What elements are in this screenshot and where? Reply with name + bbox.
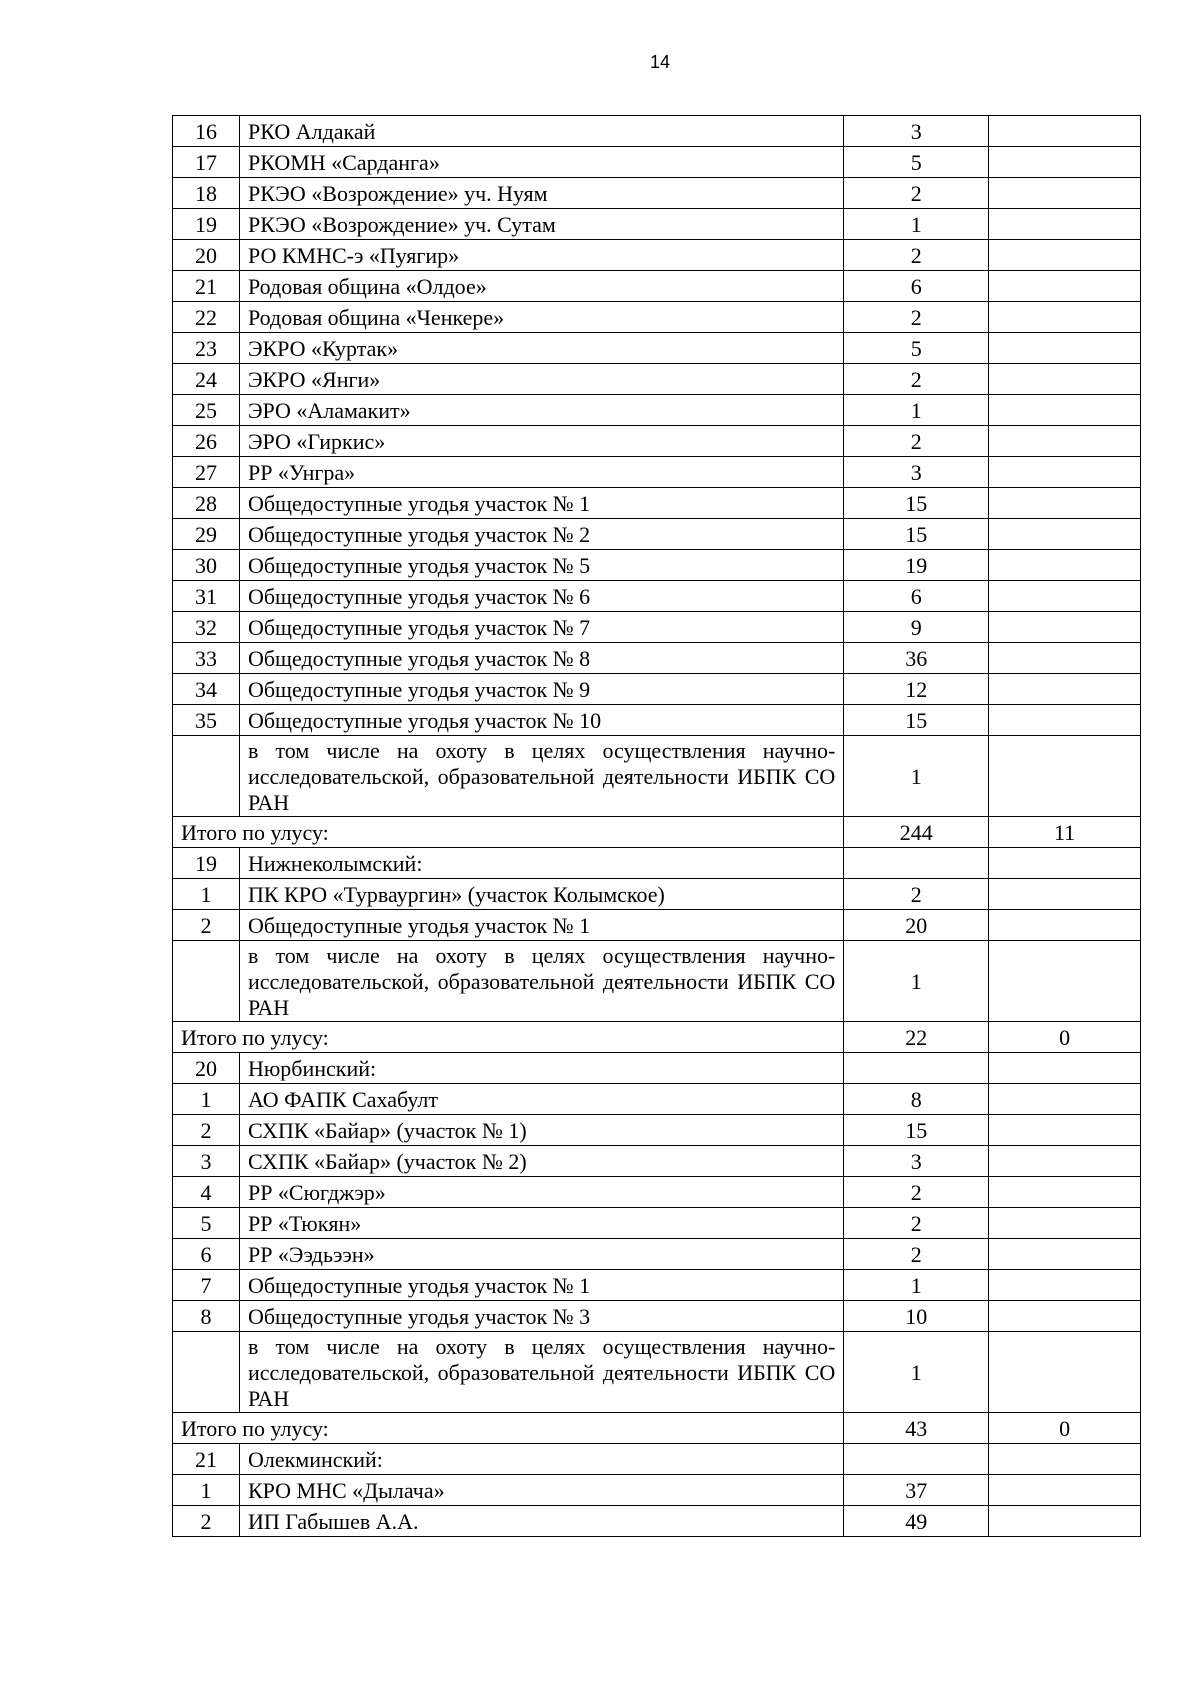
quantity-cell: 37 — [844, 1475, 989, 1506]
quantity-cell: 9 — [844, 612, 989, 643]
row-number: 2 — [173, 1115, 240, 1146]
table-row — [173, 1506, 1141, 1537]
note-row — [173, 941, 1141, 1022]
quantity-cell: 3 — [844, 1146, 989, 1177]
table-row — [173, 1115, 1141, 1146]
table-row — [173, 1444, 1141, 1475]
quantity-cell: 15 — [844, 705, 989, 736]
row-name: КРО МНС «Дылача» — [239, 1475, 843, 1506]
row-number: 24 — [173, 364, 240, 395]
quantity-cell: 5 — [844, 333, 989, 364]
table-row — [173, 1053, 1141, 1084]
quantity-cell-2 — [989, 395, 1141, 426]
row-name: Нюрбинский: — [239, 1053, 843, 1084]
quantity-cell: 1 — [844, 395, 989, 426]
row-name: СХПК «Байар» (участок № 2) — [239, 1146, 843, 1177]
quantity-cell: 2 — [844, 879, 989, 910]
quantity-cell — [844, 1053, 989, 1084]
quantity-cell: 20 — [844, 910, 989, 941]
row-name: Общедоступные угодья участок № 9 — [239, 674, 843, 705]
quantity-cell: 12 — [844, 674, 989, 705]
quantity-cell-2 — [989, 550, 1141, 581]
row-name: РКЭО «Возрождение» уч. Сутам — [239, 209, 843, 240]
table-row — [173, 147, 1141, 178]
row-number: 2 — [173, 1506, 240, 1537]
quantity-cell: 6 — [844, 581, 989, 612]
table-row — [173, 271, 1141, 302]
table-row — [173, 1301, 1141, 1332]
quantity-cell: 2 — [844, 178, 989, 209]
row-number: 34 — [173, 674, 240, 705]
table-row — [173, 910, 1141, 941]
quantity-cell-2 — [989, 910, 1141, 941]
row-number: 22 — [173, 302, 240, 333]
hunting-quota-table — [172, 115, 1141, 1537]
total-label: Итого по улусу: — [173, 817, 844, 848]
table-row — [173, 879, 1141, 910]
row-name: РО КМНС-э «Пуягир» — [239, 240, 843, 271]
quantity-cell: 1 — [844, 941, 989, 1022]
quantity-cell-2 — [989, 302, 1141, 333]
quantity-cell-2 — [989, 209, 1141, 240]
quantity-cell-2 — [989, 333, 1141, 364]
table-row — [173, 302, 1141, 333]
quantity-cell: 1 — [844, 1332, 989, 1413]
quantity-cell: 15 — [844, 1115, 989, 1146]
table-row — [173, 178, 1141, 209]
row-number: 5 — [173, 1208, 240, 1239]
table-row — [173, 457, 1141, 488]
quantity-cell: 2 — [844, 364, 989, 395]
row-number: 31 — [173, 581, 240, 612]
note-text: в том числе на охоту в целях осуществления научно-исследовательской, образовательной деятельности ИБПК СО РАН — [239, 1332, 843, 1413]
quantity-cell: 2 — [844, 1239, 989, 1270]
row-number: 30 — [173, 550, 240, 581]
table-row — [173, 1208, 1141, 1239]
quantity-cell-2 — [989, 848, 1141, 879]
table-row — [173, 1177, 1141, 1208]
table-body — [173, 116, 1141, 1537]
quantity-cell-2 — [989, 643, 1141, 674]
quantity-cell-2 — [989, 1177, 1141, 1208]
table-row — [173, 488, 1141, 519]
row-name: Общедоступные угодья участок № 6 — [239, 581, 843, 612]
table-row — [173, 209, 1141, 240]
total-row — [173, 1413, 1141, 1444]
quantity-cell: 1 — [844, 1270, 989, 1301]
quantity-cell — [844, 1444, 989, 1475]
quantity-cell: 1 — [844, 736, 989, 817]
table-row — [173, 848, 1141, 879]
row-name: АО ФАПК Сахабулт — [239, 1084, 843, 1115]
row-name: Родовая община «Олдое» — [239, 271, 843, 302]
quantity-cell: 2 — [844, 240, 989, 271]
note-text: в том числе на охоту в целях осуществления научно-исследовательской, образовательной деятельности ИБПК СО РАН — [239, 736, 843, 817]
row-name: РКО Алдакай — [239, 116, 843, 147]
row-name: ИП Габышев А.А. — [239, 1506, 843, 1537]
table-row — [173, 333, 1141, 364]
row-name: Нижнеколымский: — [239, 848, 843, 879]
row-number: 17 — [173, 147, 240, 178]
row-number: 28 — [173, 488, 240, 519]
row-name: Общедоступные угодья участок № 10 — [239, 705, 843, 736]
note-row — [173, 1332, 1141, 1413]
row-number: 32 — [173, 612, 240, 643]
row-name: ЭРО «Гиркис» — [239, 426, 843, 457]
row-number: 19 — [173, 848, 240, 879]
row-number: 21 — [173, 271, 240, 302]
total-label: Итого по улусу: — [173, 1022, 844, 1053]
quantity-cell: 22 — [844, 1022, 989, 1053]
row-name: РР «Унгра» — [239, 457, 843, 488]
quantity-cell-2 — [989, 1301, 1141, 1332]
row-name: Общедоступные угодья участок № 2 — [239, 519, 843, 550]
row-number: 29 — [173, 519, 240, 550]
row-name: РКОМН «Сарданга» — [239, 147, 843, 178]
quantity-cell-2 — [989, 1444, 1141, 1475]
row-number: 8 — [173, 1301, 240, 1332]
quantity-cell: 15 — [844, 519, 989, 550]
quantity-cell-2 — [989, 457, 1141, 488]
quantity-cell-2 — [989, 116, 1141, 147]
row-name: РР «Ээдьээн» — [239, 1239, 843, 1270]
quantity-cell-2: 0 — [989, 1022, 1141, 1053]
row-name: ПК КРО «Турваургин» (участок Колымское) — [239, 879, 843, 910]
quantity-cell-2 — [989, 240, 1141, 271]
quantity-cell-2 — [989, 147, 1141, 178]
table-row — [173, 395, 1141, 426]
row-number: 25 — [173, 395, 240, 426]
row-number — [173, 941, 240, 1022]
quantity-cell: 6 — [844, 271, 989, 302]
quantity-cell-2 — [989, 612, 1141, 643]
row-number: 3 — [173, 1146, 240, 1177]
table-row — [173, 116, 1141, 147]
quantity-cell-2 — [989, 271, 1141, 302]
quantity-cell: 3 — [844, 116, 989, 147]
row-number: 16 — [173, 116, 240, 147]
quantity-cell-2 — [989, 674, 1141, 705]
row-name: РР «Тюкян» — [239, 1208, 843, 1239]
total-label: Итого по улусу: — [173, 1413, 844, 1444]
row-name: ЭКРО «Янги» — [239, 364, 843, 395]
quantity-cell-2 — [989, 1506, 1141, 1537]
table-row — [173, 1084, 1141, 1115]
quantity-cell: 43 — [844, 1413, 989, 1444]
row-number: 21 — [173, 1444, 240, 1475]
table-row — [173, 519, 1141, 550]
quantity-cell: 15 — [844, 488, 989, 519]
row-number: 33 — [173, 643, 240, 674]
row-name: Общедоступные угодья участок № 3 — [239, 1301, 843, 1332]
table-row — [173, 1146, 1141, 1177]
quantity-cell: 8 — [844, 1084, 989, 1115]
quantity-cell-2 — [989, 488, 1141, 519]
quantity-cell-2 — [989, 519, 1141, 550]
total-row — [173, 817, 1141, 848]
quantity-cell: 2 — [844, 1177, 989, 1208]
quantity-cell-2 — [989, 705, 1141, 736]
quantity-cell-2 — [989, 879, 1141, 910]
quantity-cell-2 — [989, 581, 1141, 612]
total-row — [173, 1022, 1141, 1053]
row-number: 1 — [173, 879, 240, 910]
row-name: РКЭО «Возрождение» уч. Нуям — [239, 178, 843, 209]
quantity-cell-2 — [989, 1084, 1141, 1115]
table-row — [173, 643, 1141, 674]
row-name: ЭРО «Аламакит» — [239, 395, 843, 426]
quantity-cell-2 — [989, 1146, 1141, 1177]
note-text: в том числе на охоту в целях осуществления научно-исследовательской, образовательной деятельности ИБПК СО РАН — [239, 941, 843, 1022]
table-row — [173, 240, 1141, 271]
table-row — [173, 581, 1141, 612]
table-row — [173, 674, 1141, 705]
row-number — [173, 1332, 240, 1413]
quantity-cell: 36 — [844, 643, 989, 674]
quantity-cell: 2 — [844, 302, 989, 333]
table-row — [173, 1270, 1141, 1301]
row-name: Общедоступные угодья участок № 5 — [239, 550, 843, 581]
row-number: 19 — [173, 209, 240, 240]
table-row — [173, 426, 1141, 457]
quantity-cell: 2 — [844, 1208, 989, 1239]
quantity-cell-2 — [989, 941, 1141, 1022]
row-number: 18 — [173, 178, 240, 209]
table-row — [173, 1239, 1141, 1270]
row-name: Общедоступные угодья участок № 1 — [239, 1270, 843, 1301]
table-row — [173, 550, 1141, 581]
quantity-cell-2 — [989, 1475, 1141, 1506]
quantity-cell: 10 — [844, 1301, 989, 1332]
row-name: Родовая община «Ченкере» — [239, 302, 843, 333]
note-row — [173, 736, 1141, 817]
table-row — [173, 1475, 1141, 1506]
row-name: Общедоступные угодья участок № 1 — [239, 488, 843, 519]
quantity-cell-2: 0 — [989, 1413, 1141, 1444]
quantity-cell: 19 — [844, 550, 989, 581]
row-name: РР «Сюгджэр» — [239, 1177, 843, 1208]
row-number: 7 — [173, 1270, 240, 1301]
quantity-cell — [844, 848, 989, 879]
quantity-cell-2 — [989, 736, 1141, 817]
row-number: 1 — [173, 1475, 240, 1506]
row-number: 20 — [173, 240, 240, 271]
quantity-cell-2: 11 — [989, 817, 1141, 848]
quantity-cell: 1 — [844, 209, 989, 240]
table-row — [173, 612, 1141, 643]
quantity-cell-2 — [989, 1208, 1141, 1239]
row-number: 27 — [173, 457, 240, 488]
quantity-cell: 244 — [844, 817, 989, 848]
row-name: Олекминский: — [239, 1444, 843, 1475]
quantity-cell-2 — [989, 178, 1141, 209]
row-number — [173, 736, 240, 817]
row-number: 1 — [173, 1084, 240, 1115]
row-name: ЭКРО «Куртак» — [239, 333, 843, 364]
quantity-cell-2 — [989, 1332, 1141, 1413]
row-number: 26 — [173, 426, 240, 457]
row-name: Общедоступные угодья участок № 1 — [239, 910, 843, 941]
row-name: СХПК «Байар» (участок № 1) — [239, 1115, 843, 1146]
table-row — [173, 364, 1141, 395]
row-number: 2 — [173, 910, 240, 941]
row-number: 23 — [173, 333, 240, 364]
row-name: Общедоступные угодья участок № 8 — [239, 643, 843, 674]
quantity-cell-2 — [989, 1239, 1141, 1270]
quantity-cell-2 — [989, 1115, 1141, 1146]
quantity-cell-2 — [989, 364, 1141, 395]
quantity-cell-2 — [989, 1270, 1141, 1301]
page-number: 14 — [649, 52, 671, 72]
quantity-cell: 5 — [844, 147, 989, 178]
row-number: 35 — [173, 705, 240, 736]
quantity-cell-2 — [989, 426, 1141, 457]
quantity-cell: 2 — [844, 426, 989, 457]
table-row — [173, 705, 1141, 736]
row-number: 6 — [173, 1239, 240, 1270]
quantity-cell: 49 — [844, 1506, 989, 1537]
quantity-cell-2 — [989, 1053, 1141, 1084]
row-name: Общедоступные угодья участок № 7 — [239, 612, 843, 643]
row-number: 4 — [173, 1177, 240, 1208]
quantity-cell: 3 — [844, 457, 989, 488]
row-number: 20 — [173, 1053, 240, 1084]
